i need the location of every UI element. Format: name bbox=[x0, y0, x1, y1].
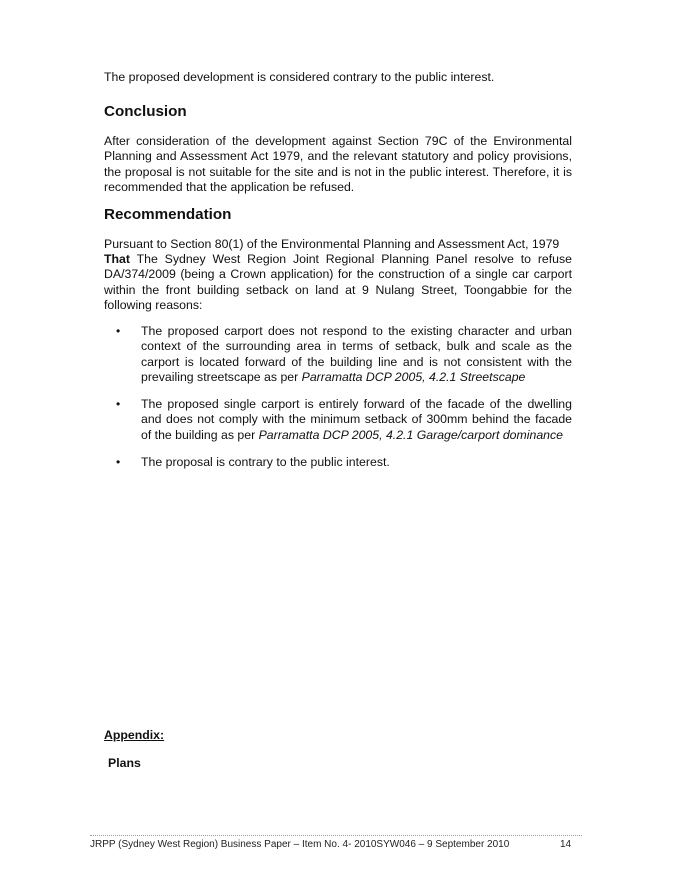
bullet-icon: • bbox=[116, 324, 121, 338]
recommendation-resolution bbox=[104, 252, 572, 313]
reason-text-3: The proposal is contrary to the public interest. bbox=[141, 455, 390, 469]
recommendation-preamble: Pursuant to Section 80(1) of the Environmental Planning and Assessment Act, 1979 bbox=[104, 237, 560, 251]
page-number: 14 bbox=[560, 839, 572, 850]
reason-text-2: The proposed single carport is entirely forward of the facade of the dwelling and does not comply with the minimum setback of 300mm behind the facade of the building as per Parramatta DCP 2005, 4.2.1 Garage/carport dominance bbox=[141, 397, 572, 442]
conclusion-body: After consideration of the development against Section 79C of the Environmental Planning and Assessment Act 1979, and the relevant statutory and policy provisions, the proposal is not suitable for the site and is not in the public interest. Therefore, it is recommended that the application be refused. bbox=[104, 134, 572, 194]
reason-text-1: The proposed carport does not respond to the existing character and urban context of the surrounding area in terms of setback, bulk and scale as the carport is located forward of the building line and is not consistent with the prevailing streetscape as per Parramatta DCP 2005, 4.2.1 Streetscape bbox=[141, 324, 572, 384]
appendix-heading: Appendix: bbox=[104, 728, 165, 742]
reason-ref-1: Parramatta DCP 2005, 4.2.1 Streetscape bbox=[301, 369, 526, 384]
footer-divider bbox=[90, 835, 582, 836]
bullet-icon: • bbox=[116, 455, 121, 469]
bullet-icon: • bbox=[116, 397, 121, 411]
appendix-item-plans: Plans bbox=[108, 756, 141, 770]
recommendation-heading: Recommendation bbox=[104, 206, 232, 223]
that-word: That bbox=[104, 252, 130, 266]
conclusion-heading: Conclusion bbox=[104, 103, 187, 120]
footer-text: JRPP (Sydney West Region) Business Paper – Item No. 4- 2010SYW046 – 9 September 2010 bbox=[90, 839, 510, 850]
intro-line: The proposed development is considered contrary to the public interest. bbox=[104, 70, 495, 84]
resolution-text: The Sydney West Region Joint Regional Planning Panel resolve to refuse DA/374/2009 (being a Crown application) for the construction of a single car carport within the front building setback on land at 9 Nulang Street, Toongabbie for the following reasons: bbox=[104, 252, 572, 312]
reason-ref-2: Parramatta DCP 2005, 4.2.1 Garage/carport dominance bbox=[258, 427, 563, 442]
